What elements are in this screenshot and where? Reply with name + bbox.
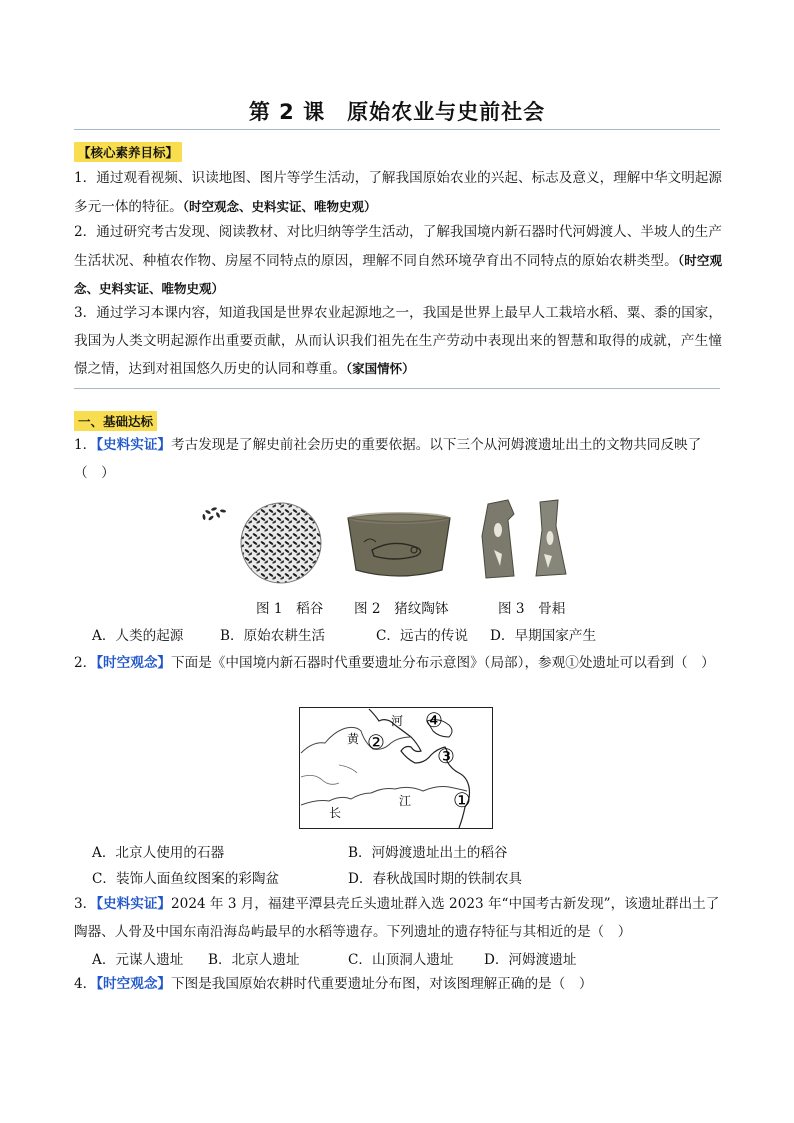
question-text: 下面是《中国境内新石器时代重要遗址分布示意图》（局部），参观①处遗址可以看到（ ） — [171, 655, 715, 671]
map-label-chang: 长 — [329, 806, 342, 820]
option-d[interactable]: D．春秋战国时期的铁制农具 — [348, 871, 523, 887]
figure-3-caption: 图 3 骨耜 — [498, 601, 566, 617]
question-tag: 【史料实证】 — [96, 437, 172, 453]
page-title: 第 2 课 原始农业与史前社会 — [248, 100, 546, 124]
goals-tag: 【核心素养目标】 — [74, 142, 182, 162]
map-label-he: 河 — [391, 714, 404, 728]
question-tag: 【时空观念】 — [96, 976, 172, 992]
question-text: 下图是我国原始农耕时代重要遗址分布图，对该图理解正确的是（ ） — [171, 976, 593, 992]
section-divider — [74, 388, 720, 389]
site-1-marker: ① — [453, 788, 471, 812]
goal-note: （时空观念、史料实证、唯物史观） — [182, 198, 377, 214]
option-a[interactable]: A．人类的起源 — [92, 628, 184, 644]
goal-text: 1．通过观看视频、识读地图、图片等学生活动，了解我国原始农业的兴起、标志及意义，理解中华文明起源多元一体的特征。 — [74, 170, 722, 215]
goal-text: 3．通过学习本课内容，知道我国是世界农业起源地之一，我国是世界上最早人工栽培水稻、粟、黍的国家，我国为人类文明起源作出重要贡献，从而认识我们祖先在生产劳动中表现出来的智慧和取得的成就，产生憧憬之情，达到对祖国悠久历史的认同和尊重。 — [74, 305, 722, 377]
question-number: 2． — [74, 655, 97, 671]
map-label-jiang: 江 — [399, 794, 412, 808]
section-tag: 一、基础达标 — [74, 411, 157, 431]
goal-item-3 — [74, 300, 722, 384]
goal-item-2 — [74, 219, 722, 304]
option-d[interactable]: D．早期国家产生 — [490, 628, 597, 644]
site-2-marker: ② — [367, 730, 385, 754]
goal-item-1 — [74, 165, 722, 221]
figure-1-caption: 图 1 稻谷 — [256, 601, 324, 617]
question-text: 2024 年 3 月，福建平潭县壳丘头遗址群入选 2023 年“中国考古新发现”，该遗址群出土了陶器、人骨及中国东南沿海岛屿最早的水稻等遗存。下列遗址的遗存特征与其相近的是（ ） — [74, 896, 720, 940]
option-a[interactable]: A．元谋人遗址 — [92, 952, 184, 968]
option-b[interactable]: B．河姆渡遗址出土的稻谷 — [348, 845, 508, 861]
option-c[interactable]: C．山顶洞人遗址 — [348, 952, 454, 968]
goal-text: 2．通过研究考古发现、阅读教材、对比归纳等学生活动，了解我国境内新石器时代河姆渡人、半坡人的生产生活状况、种植农作物、房屋不同特点的原因，理解不同自然环境孕育出不同特点的原始农耕类型。 — [74, 224, 722, 269]
question-number: 4． — [74, 976, 97, 992]
option-c[interactable]: C．装饰人面鱼纹图案的彩陶盆 — [92, 871, 280, 887]
question-2 — [74, 650, 722, 678]
question-number: 3． — [74, 896, 97, 912]
map-label-huang: 黄 — [347, 732, 360, 746]
goal-note: （家国情怀） — [345, 361, 415, 376]
option-b[interactable]: B．原始农耕生活 — [220, 628, 326, 644]
question-tag: 【时空观念】 — [96, 655, 172, 671]
title-divider — [74, 129, 720, 130]
option-d[interactable]: D．河姆渡遗址 — [484, 952, 577, 968]
option-b[interactable]: B．北京人遗址 — [208, 952, 300, 968]
site-3-marker: ③ — [437, 744, 455, 768]
pottery-bowl-image — [344, 508, 454, 582]
option-a[interactable]: A．北京人使用的石器 — [92, 845, 225, 861]
question-4 — [74, 971, 722, 999]
bone-spade-image — [478, 496, 574, 582]
neolithic-sites-map — [299, 707, 493, 829]
figure-2-caption: 图 2 猪纹陶钵 — [354, 601, 449, 617]
option-c[interactable]: C．远古的传说 — [376, 628, 468, 644]
goal-note: （时空观念、史料实证、唯物史观） — [74, 252, 722, 296]
question-1 — [74, 432, 722, 487]
site-4-marker: ④ — [425, 708, 443, 732]
question-3 — [74, 891, 722, 946]
question-number: 1． — [74, 437, 97, 453]
rice-pile-image — [236, 500, 326, 586]
question-tag: 【史料实证】 — [96, 896, 172, 912]
question-text: 考古发现是了解史前社会历史的重要依据。以下三个从河姆渡遗址出土的文物共同反映了（ ） — [74, 437, 702, 481]
